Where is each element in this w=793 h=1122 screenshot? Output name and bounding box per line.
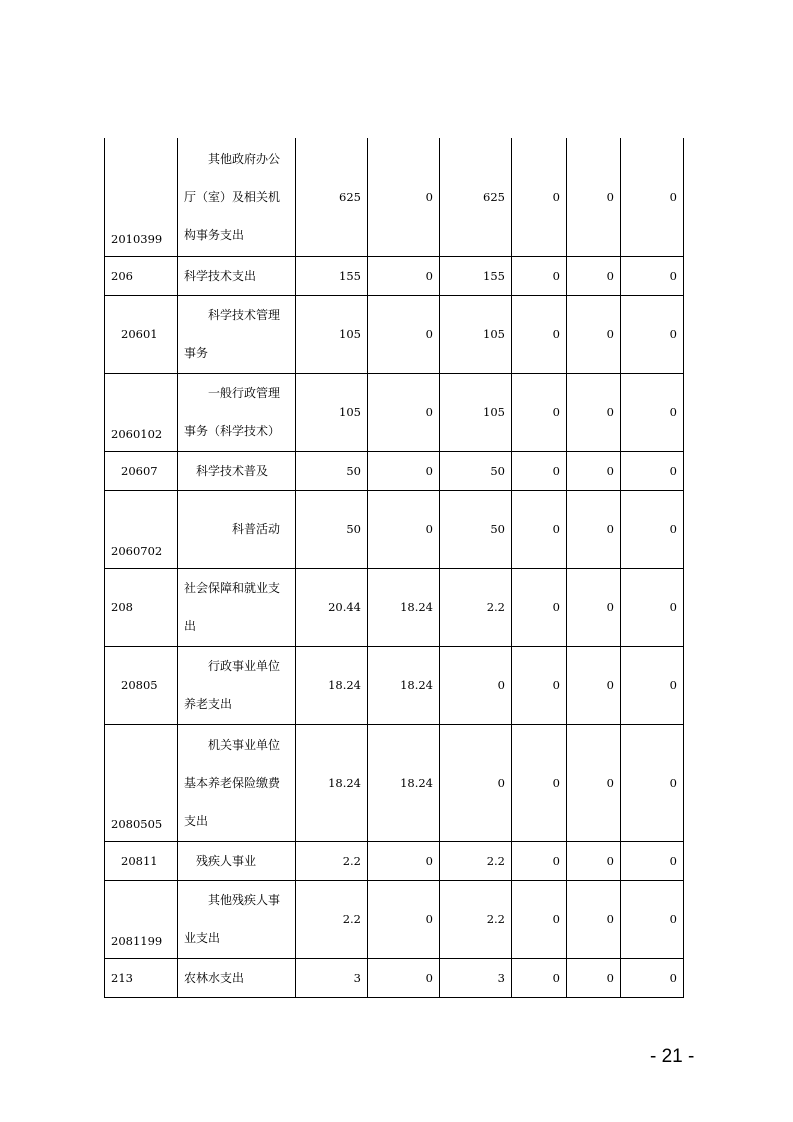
- row-name: 科普活动: [178, 490, 296, 568]
- row-code: 206: [105, 256, 178, 295]
- table-row: [105, 958, 684, 997]
- row-name: 科学技术支出: [178, 256, 296, 295]
- row-value: 105: [296, 373, 368, 451]
- row-value: 0: [567, 256, 621, 295]
- row-code: 2010399: [105, 138, 178, 256]
- row-value: 20.44: [296, 568, 368, 646]
- row-value: 0: [567, 138, 621, 256]
- row-value: 0: [368, 451, 440, 490]
- row-name: 科学技术管理事务: [178, 295, 296, 373]
- row-value: 0: [567, 841, 621, 880]
- row-value: 2.2: [296, 841, 368, 880]
- row-value: 0: [512, 958, 567, 997]
- table-row: [105, 373, 684, 451]
- row-value: 0: [621, 958, 684, 997]
- row-value: 105: [440, 373, 512, 451]
- row-value: 0: [621, 138, 684, 256]
- row-value: 0: [368, 373, 440, 451]
- row-value: 0: [567, 958, 621, 997]
- row-value: 50: [296, 490, 368, 568]
- row-value: 0: [567, 724, 621, 841]
- row-value: 0: [512, 568, 567, 646]
- row-code: 213: [105, 958, 178, 997]
- row-value: 625: [296, 138, 368, 256]
- row-value: 0: [368, 958, 440, 997]
- row-value: 0: [368, 138, 440, 256]
- row-name: 一般行政管理事务（科学技术）: [178, 373, 296, 451]
- table-row: [105, 568, 684, 646]
- row-value: 0: [621, 568, 684, 646]
- table-row: [105, 646, 684, 724]
- row-value: 2.2: [296, 880, 368, 958]
- row-value: 0: [567, 490, 621, 568]
- row-name: 行政事业单位养老支出: [178, 646, 296, 724]
- row-value: 0: [567, 451, 621, 490]
- row-value: 0: [621, 373, 684, 451]
- row-value: 18.24: [368, 724, 440, 841]
- row-value: 0: [440, 724, 512, 841]
- row-value: 50: [296, 451, 368, 490]
- row-value: 0: [621, 451, 684, 490]
- row-code: 20601: [105, 295, 178, 373]
- row-value: 0: [512, 646, 567, 724]
- row-code: 2080505: [105, 724, 178, 841]
- row-value: 0: [567, 373, 621, 451]
- table-row: [105, 451, 684, 490]
- row-value: 0: [621, 256, 684, 295]
- row-code: 20811: [105, 841, 178, 880]
- row-name: 其他残疾人事业支出: [178, 880, 296, 958]
- row-value: 0: [368, 880, 440, 958]
- row-name: 科学技术普及: [178, 451, 296, 490]
- row-value: 0: [368, 841, 440, 880]
- row-value: 0: [440, 646, 512, 724]
- row-value: 0: [567, 295, 621, 373]
- row-name: 其他政府办公厅（室）及相关机构事务支出: [178, 138, 296, 256]
- table-row: [105, 724, 684, 841]
- row-name: 残疾人事业: [178, 841, 296, 880]
- budget-table: [104, 138, 684, 998]
- row-value: 18.24: [296, 724, 368, 841]
- row-value: 0: [512, 138, 567, 256]
- row-value: 2.2: [440, 841, 512, 880]
- row-name: 机关事业单位基本养老保险缴费支出: [178, 724, 296, 841]
- row-value: 105: [440, 295, 512, 373]
- row-value: 0: [368, 490, 440, 568]
- row-value: 0: [368, 256, 440, 295]
- table-row: [105, 256, 684, 295]
- table-row: [105, 295, 684, 373]
- row-value: 0: [621, 490, 684, 568]
- row-value: 0: [512, 724, 567, 841]
- row-code: 208: [105, 568, 178, 646]
- row-value: 155: [296, 256, 368, 295]
- row-value: 0: [512, 295, 567, 373]
- row-value: 50: [440, 451, 512, 490]
- row-value: 2.2: [440, 880, 512, 958]
- row-value: 0: [621, 646, 684, 724]
- row-value: 18.24: [368, 568, 440, 646]
- row-value: 0: [621, 724, 684, 841]
- row-value: 0: [512, 256, 567, 295]
- row-value: 155: [440, 256, 512, 295]
- row-value: 625: [440, 138, 512, 256]
- row-code: 20607: [105, 451, 178, 490]
- row-code: 2060102: [105, 373, 178, 451]
- row-code: 2081199: [105, 880, 178, 958]
- table-row: [105, 490, 684, 568]
- row-value: 2.2: [440, 568, 512, 646]
- row-value: 0: [621, 295, 684, 373]
- row-value: 105: [296, 295, 368, 373]
- table-row: [105, 841, 684, 880]
- row-value: 0: [512, 880, 567, 958]
- table-row: [105, 138, 684, 256]
- row-value: 0: [567, 880, 621, 958]
- row-value: 18.24: [368, 646, 440, 724]
- row-value: 3: [440, 958, 512, 997]
- table-row: [105, 880, 684, 958]
- row-value: 0: [368, 295, 440, 373]
- row-value: 0: [512, 490, 567, 568]
- row-value: 0: [512, 373, 567, 451]
- row-value: 0: [621, 880, 684, 958]
- row-value: 0: [621, 841, 684, 880]
- row-value: 0: [512, 451, 567, 490]
- row-value: 0: [567, 568, 621, 646]
- row-value: 50: [440, 490, 512, 568]
- row-value: 3: [296, 958, 368, 997]
- row-value: 0: [512, 841, 567, 880]
- row-code: 20805: [105, 646, 178, 724]
- row-name: 社会保障和就业支出: [178, 568, 296, 646]
- row-value: 0: [567, 646, 621, 724]
- row-name: 农林水支出: [178, 958, 296, 997]
- row-code: 2060702: [105, 490, 178, 568]
- page-number: - 21 -: [650, 1046, 695, 1067]
- row-value: 18.24: [296, 646, 368, 724]
